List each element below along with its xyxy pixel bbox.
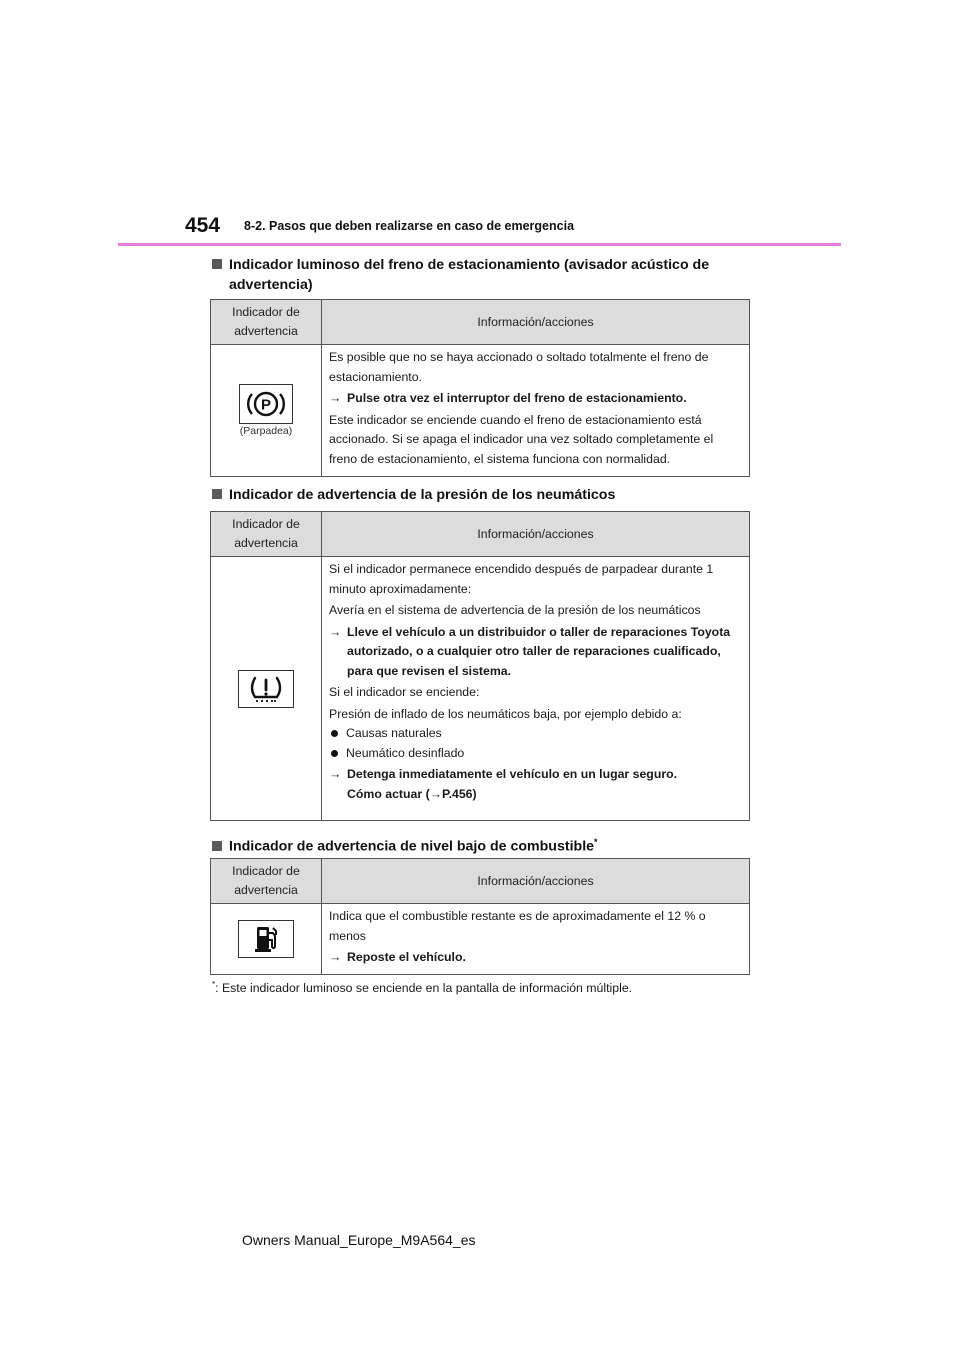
table-row: [211, 345, 750, 477]
info-text: Si el indicador se enciende:: [329, 685, 480, 699]
action-item: [329, 623, 743, 682]
table-header-row: [211, 859, 750, 904]
column-header-info: Información/acciones: [322, 512, 750, 557]
info-text: Indica que el combustible restante es de aproximadamente el 12 % o menos: [329, 909, 706, 943]
heading-text: Indicador de advertencia de la presión de los neumáticos: [229, 487, 616, 503]
heading-text: Indicador de advertencia de nivel bajo de combustible: [229, 838, 595, 855]
bullet-dot-icon: [331, 750, 338, 757]
action-item: [329, 765, 743, 804]
tire-pressure-table: [210, 511, 750, 821]
footnote-mark: *: [212, 980, 216, 989]
fuel-table: [210, 858, 750, 975]
table-header-row: [211, 512, 750, 557]
section-heading-tire-pressure: [212, 485, 742, 505]
info-cell: [322, 904, 750, 975]
section-heading-fuel: [212, 832, 742, 857]
page-reference: Cómo actuar (→P.456): [347, 786, 477, 801]
square-bullet-icon: [212, 841, 222, 851]
heading-text-cont: advertencia): [229, 277, 313, 293]
action-text: Lleve el vehículo a un distribuidor o taller de reparaciones Toyota autorizado, o a cualquier otro taller de reparaciones cualificado, para que revisen el sistema.: [347, 624, 731, 678]
column-header-info: Información/acciones: [322, 859, 750, 904]
chapter-title: 8-2. Pasos que deben realizarse en caso de emergencia: [244, 219, 575, 233]
info-text: Presión de inflado de los neumáticos baja, por ejemplo debido a:: [329, 706, 682, 721]
square-bullet-icon: [212, 489, 222, 499]
arrow-icon: →: [329, 624, 342, 639]
arrow-icon: →: [329, 767, 342, 781]
action-item: [329, 389, 743, 409]
fuel-pump-icon: [238, 920, 294, 958]
section-heading-parking-brake: [212, 255, 742, 295]
footnote: [212, 980, 632, 995]
column-header-indicator: Indicador de advertencia: [211, 859, 322, 904]
indicator-cell: [211, 557, 322, 821]
arrow-icon: →: [329, 950, 342, 964]
table-header-row: [211, 300, 750, 345]
icon-caption: (Parpadea): [239, 425, 293, 437]
indicator-cell: [211, 904, 322, 975]
info-text: Es posible que no se haya accionado o soltado totalmente el freno de estacionamiento.: [329, 350, 709, 384]
header-rule: [118, 243, 841, 246]
tire-pressure-icon: [238, 670, 294, 708]
info-text: Avería en el sistema de advertencia de la presión de los neumáticos: [329, 603, 701, 617]
heading-text: Indicador luminoso del freno de estacionamiento (avisador acústico de: [229, 257, 710, 273]
table-row: [211, 904, 750, 975]
arrow-icon: →: [329, 391, 342, 405]
table-row: [211, 557, 750, 821]
list-item: [329, 724, 743, 744]
column-header-indicator: Indicador de advertencia: [211, 300, 322, 345]
bullet-text: Causas naturales: [346, 726, 442, 740]
parking-brake-icon: [239, 384, 293, 424]
info-cell: [322, 557, 750, 821]
action-text: Reposte el vehículo.: [347, 950, 466, 964]
footer-document-id: Owners Manual_Europe_M9A564_es: [242, 1232, 476, 1248]
info-text: Este indicador se enciende cuando el freno de estacionamiento está accionado. Si se apaga el indicador una vez soltado completamente el freno de estacionamiento, el sistema funciona con normalidad.: [329, 412, 714, 466]
indicator-cell: [211, 345, 322, 477]
action-item: [329, 948, 743, 968]
column-header-indicator: Indicador de advertencia: [211, 512, 322, 557]
svg-text:P: P: [260, 396, 272, 414]
footnote-text: : Este indicador luminoso se enciende en la pantalla de información múltiple.: [215, 981, 633, 996]
parking-brake-table: [210, 299, 750, 477]
action-text: Pulse otra vez el interruptor del freno de estacionamiento.: [347, 391, 687, 405]
bullet-text: Neumático desinflado: [346, 745, 465, 760]
page-number: 454: [185, 214, 221, 237]
info-cell: [322, 345, 750, 477]
info-text: Si el indicador permanece encendido después de parpadear durante 1 minuto aproximadamente:: [329, 562, 714, 596]
square-bullet-icon: [212, 259, 222, 269]
footnote-mark: *: [594, 837, 598, 847]
bullet-dot-icon: [331, 730, 338, 737]
list-item: [329, 744, 743, 764]
action-text: Detenga inmediatamente el vehículo en un lugar seguro.: [347, 767, 678, 781]
column-header-info: Información/acciones: [322, 300, 750, 345]
